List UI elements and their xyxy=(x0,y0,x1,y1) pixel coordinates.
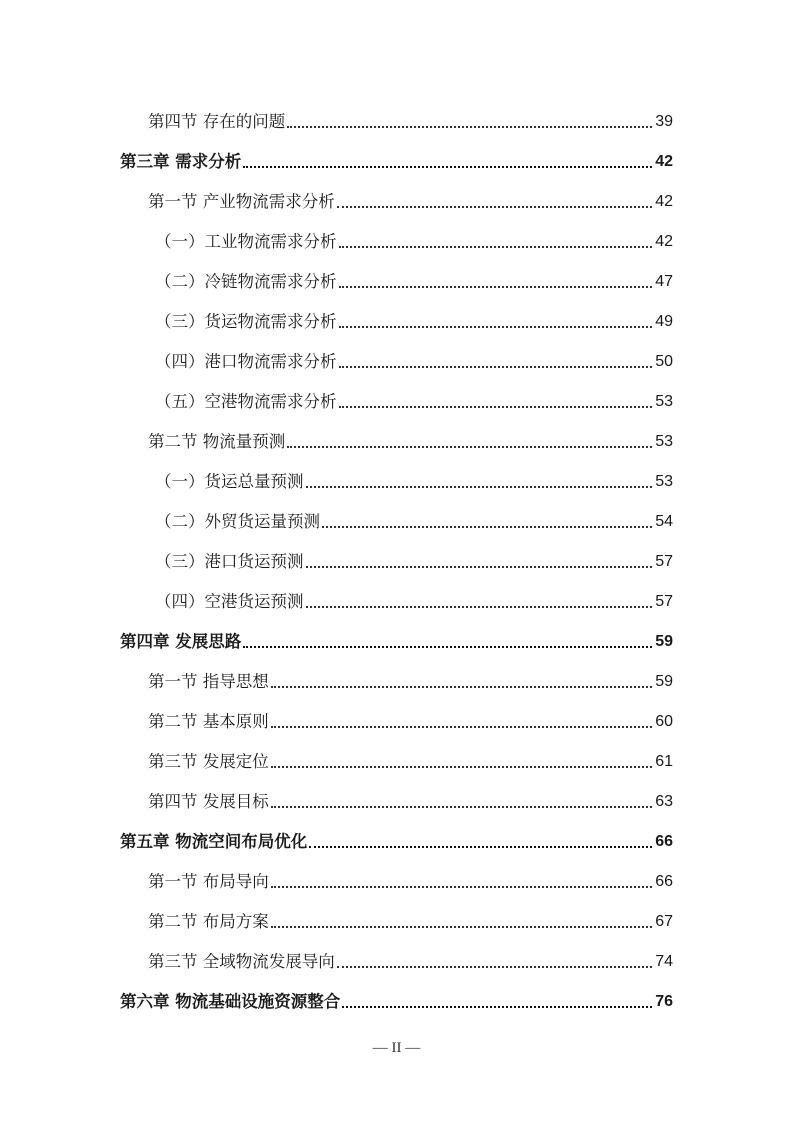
toc-entry-page-number: 42 xyxy=(655,193,673,210)
toc-entry-title: 第六章 物流基础设施资源整合 xyxy=(120,992,341,1011)
dot-leader xyxy=(287,446,652,448)
toc-entry[interactable] xyxy=(148,748,673,774)
dot-leader xyxy=(306,606,653,608)
toc-entry-title: 第五章 物流空间布局优化 xyxy=(120,832,308,851)
toc-entry[interactable] xyxy=(148,668,673,694)
toc-entry-title: 第三节 全域物流发展导向 xyxy=(148,952,335,971)
toc-entry-page-number: 76 xyxy=(655,993,673,1010)
toc-entry-page-number: 49 xyxy=(655,313,673,330)
toc-entry-title: 第一节 布局导向 xyxy=(148,872,269,891)
dot-leader xyxy=(337,206,652,208)
toc-entry-page-number: 42 xyxy=(655,153,673,170)
toc-entry-title: 第三章 需求分析 xyxy=(120,152,242,171)
dot-leader xyxy=(309,846,652,848)
toc-entry-title: （四）空港货运预测 xyxy=(155,592,304,611)
toc-entry[interactable] xyxy=(155,348,673,374)
toc-entry-title: 第二节 布局方案 xyxy=(148,912,269,931)
toc-entry-page-number: 61 xyxy=(655,753,673,770)
toc-entry-page-number: 74 xyxy=(655,953,673,970)
dot-leader xyxy=(306,566,653,568)
toc-entry[interactable] xyxy=(148,188,673,214)
toc-entry[interactable] xyxy=(120,628,673,654)
toc-entry[interactable] xyxy=(148,948,673,974)
toc-entry-title: （三）港口货运预测 xyxy=(155,552,304,571)
toc-entry-page-number: 63 xyxy=(655,793,673,810)
toc-entry-page-number: 60 xyxy=(655,713,673,730)
toc-entry-title: 第二节 物流量预测 xyxy=(148,432,286,451)
dot-leader xyxy=(339,286,653,288)
toc-entry[interactable] xyxy=(155,588,673,614)
toc-entry-title: 第一节 产业物流需求分析 xyxy=(148,192,335,211)
toc-entry-title: （四）港口物流需求分析 xyxy=(155,352,337,371)
toc-entry-page-number: 53 xyxy=(655,433,673,450)
toc-entry[interactable] xyxy=(148,708,673,734)
toc-entry[interactable] xyxy=(155,508,673,534)
dot-leader xyxy=(339,406,653,408)
toc-entry-title: （二）外贸货运量预测 xyxy=(155,512,320,531)
toc-entry-page-number: 39 xyxy=(655,113,673,130)
toc-entry-page-number: 54 xyxy=(655,513,673,530)
toc-entry-title: 第三节 发展定位 xyxy=(148,752,269,771)
toc-entry-title: （一）工业物流需求分析 xyxy=(155,232,337,251)
dot-leader xyxy=(243,166,652,168)
toc-entry-title: 第四节 存在的问题 xyxy=(148,112,286,131)
toc-entry-title: 第四节 发展目标 xyxy=(148,792,269,811)
toc-entry-page-number: 59 xyxy=(655,673,673,690)
dot-leader xyxy=(339,366,653,368)
toc-entry-title: （三）货运物流需求分析 xyxy=(155,312,337,331)
toc-entry[interactable] xyxy=(155,308,673,334)
toc-entry-page-number: 50 xyxy=(655,353,673,370)
toc-entry-title: （五）空港物流需求分析 xyxy=(155,392,337,411)
toc-entry-page-number: 59 xyxy=(655,633,673,650)
toc-entry-title: 第四章 发展思路 xyxy=(120,632,242,651)
dot-leader xyxy=(342,1006,652,1008)
dot-leader xyxy=(337,966,652,968)
toc-entry-page-number: 66 xyxy=(655,833,673,850)
dot-leader xyxy=(271,766,652,768)
dot-leader xyxy=(271,926,652,928)
toc-entry[interactable] xyxy=(155,548,673,574)
toc-entry-page-number: 42 xyxy=(655,233,673,250)
toc-entry[interactable] xyxy=(155,268,673,294)
toc-entry-page-number: 67 xyxy=(655,913,673,930)
toc-entry[interactable] xyxy=(120,988,673,1014)
dot-leader xyxy=(287,126,652,128)
dot-leader xyxy=(339,326,653,328)
dot-leader xyxy=(339,246,653,248)
dot-leader xyxy=(322,526,652,528)
toc-entry[interactable] xyxy=(148,908,673,934)
toc-entry[interactable] xyxy=(148,868,673,894)
toc-entry-title: 第二节 基本原则 xyxy=(148,712,269,731)
toc-entry-title: 第一节 指导思想 xyxy=(148,672,269,691)
toc-entry-page-number: 57 xyxy=(655,553,673,570)
dot-leader xyxy=(306,486,653,488)
toc-entry-page-number: 66 xyxy=(655,873,673,890)
dot-leader xyxy=(243,646,652,648)
toc-entry[interactable] xyxy=(120,148,673,174)
page-number-footer: — II — xyxy=(372,1040,421,1056)
toc-entry-title: （二）冷链物流需求分析 xyxy=(155,272,337,291)
toc-entry-title: （一）货运总量预测 xyxy=(155,472,304,491)
dot-leader xyxy=(271,726,652,728)
toc-entry[interactable] xyxy=(148,108,673,134)
toc-entry[interactable] xyxy=(148,428,673,454)
toc-entry-page-number: 53 xyxy=(655,473,673,490)
dot-leader xyxy=(271,686,652,688)
toc-entry[interactable] xyxy=(148,788,673,814)
toc-entry-page-number: 53 xyxy=(655,393,673,410)
toc-entry[interactable] xyxy=(155,388,673,414)
toc-entry-page-number: 57 xyxy=(655,593,673,610)
toc-entry-page-number: 47 xyxy=(655,273,673,290)
dot-leader xyxy=(271,806,652,808)
toc-entry[interactable] xyxy=(120,828,673,854)
dot-leader xyxy=(271,886,652,888)
toc-entry[interactable] xyxy=(155,468,673,494)
toc-entry[interactable] xyxy=(155,228,673,254)
